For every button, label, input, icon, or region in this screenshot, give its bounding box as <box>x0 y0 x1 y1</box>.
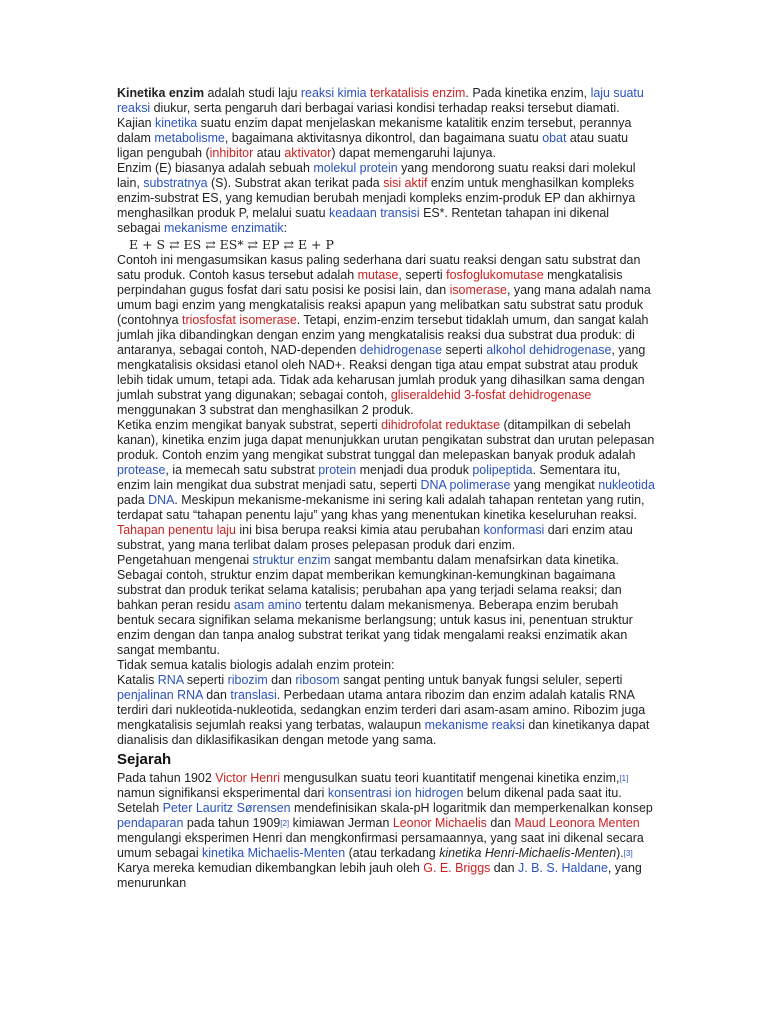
article-link[interactable]: mekanisme enzimatik <box>164 221 284 235</box>
text-run: ini bisa berupa reaksi kimia atau perubahan <box>235 523 484 537</box>
text-run: . Tetapi, enzim-enzim tersebut tidaklah umum, dan sangat kalah jumlah jika dibandingkan dengan enzim yang mengkatalisis reaksi dua substrat dua produk: di antaranya, sebagai contoh, NAD-dependen <box>117 313 649 357</box>
article-link[interactable]: obat <box>542 131 567 145</box>
text-run: , seperti <box>398 268 447 282</box>
article-link[interactable]: DNA <box>148 493 175 507</box>
missing-article-link[interactable]: triosfosfat isomerase <box>182 313 297 327</box>
citation-link[interactable]: [1] <box>619 774 629 783</box>
article-link[interactable]: RNA <box>157 673 184 687</box>
text-run: mengusulkan suatu teori kuantitatif mengenai kinetika enzim, <box>279 771 620 785</box>
text-run: sangat penting untuk banyak fungsi seluler, seperti <box>339 673 623 687</box>
article-link[interactable]: ribosom <box>295 673 340 687</box>
article-link[interactable]: penjalinan RNA <box>117 688 203 702</box>
missing-article-link[interactable]: sisi aktif <box>383 176 428 190</box>
article-link[interactable]: DNA polimerase <box>420 478 511 492</box>
citation-link[interactable]: [3] <box>623 849 633 858</box>
text-run: ). <box>616 846 624 860</box>
text-run: ES*. Rentetan tahapan ini dikenal sebagai <box>117 206 610 235</box>
missing-article-link[interactable]: G. E. Briggs <box>423 861 491 875</box>
paragraph <box>117 418 655 553</box>
article-link[interactable]: kinetika Michaelis-Menten <box>202 846 346 860</box>
article-link[interactable]: struktur enzim <box>252 553 331 567</box>
article-link[interactable]: laju suatu reaksi <box>117 86 644 115</box>
article-link[interactable]: Peter Lauritz Sørensen <box>162 801 291 815</box>
text-run: atau <box>253 146 285 160</box>
text-run: enzim untuk menghasilkan kompleks enzim-substrat ES, yang kemudian berubah menjadi kompleks enzim-produk EP dan akhirnya menghasilkan produk P, melalui suatu <box>117 176 636 220</box>
article-link[interactable]: metabolisme <box>154 131 225 145</box>
missing-article-link[interactable]: gliseraldehid 3-fosfat dehidrogenase <box>390 388 592 402</box>
missing-article-link[interactable]: Victor Henri <box>215 771 280 785</box>
article-link[interactable]: konformasi <box>483 523 545 537</box>
missing-article-link[interactable]: Tahapan penentu laju <box>117 523 236 537</box>
text-run: tertentu dalam mekanismenya. Beberapa enzim berubah bentuk secara signifikan selama mekanisme berlangsung; untuk kasus ini, penentuan struktur enzim dengan dan tanpa analog substrat terikat yang tidak mengalami reaksi enzimatik akan sangat membantu. <box>117 598 633 657</box>
reaction-equation: E + S ⇄ ES ⇄ ES* ⇄ EP ⇄ E + P <box>129 237 334 252</box>
text-run: namun signifikansi eksperimental dari <box>117 786 328 800</box>
missing-article-link[interactable]: mutase <box>357 268 399 282</box>
text-run: Tidak semua katalis biologis adalah enzim protein: <box>117 658 395 672</box>
missing-article-link[interactable]: Maud Leonora Menten <box>514 816 640 830</box>
text-run: atau suatu ligan pengubah ( <box>117 131 628 160</box>
missing-article-link[interactable]: terkatalisis enzim <box>370 86 466 100</box>
text-run: dan <box>202 688 231 702</box>
text-run: , yang mana adalah nama umum bagi enzim yang mengkatalisis reaksi apapun yang melibatkan satu substrat satu produk (contohnya <box>117 283 651 327</box>
text-run: . Meskipun mekanisme-mekanisme ini sering kali adalah tahapan rentetan yang rutin, terdapat satu “tahapan penentu laju” yang khas yang menentukan kinetika keseluruhan reaksi. <box>117 493 645 522</box>
text-run: Pengetahuan mengenai <box>117 553 253 567</box>
text-run: yang mendorong suatu reaksi dari molekul lain, <box>117 161 636 190</box>
text-run: pada tahun 1909 <box>183 816 281 830</box>
text-run: dan kinetikanya dapat dianalisis dan diklasifikasikan dengan metode yang sama. <box>117 718 650 747</box>
text-run: (ditampilkan di sebelah kanan), kinetika enzim juga dapat menunjukkan urutan pengikatan substrat dan urutan pelepasan produk. Contoh enzim yang mengikat substrat tunggal dan melepaskan banyak produk adalah <box>117 418 655 462</box>
text-run: Ketika enzim mengikat banyak substrat, seperti <box>117 418 382 432</box>
article-link[interactable]: konsentrasi ion hidrogen <box>327 786 464 800</box>
text-run: ) dapat memengaruhi lajunya. <box>331 146 496 160</box>
article-link[interactable]: mekanisme reaksi <box>424 718 525 732</box>
text-run: , yang menurunkan <box>117 861 642 890</box>
missing-article-link[interactable]: dihidrofolat reduktase <box>381 418 501 432</box>
italic-term: kinetika Henri-Michaelis-Menten <box>439 846 617 860</box>
text-run: . Pada kinetika enzim, <box>465 86 591 100</box>
paragraph <box>117 771 655 891</box>
text-run: belum dikenal pada saat itu. Setelah <box>117 786 622 815</box>
text-run: , bagaimana aktivitasnya dikontrol, dan bagaimana suatu <box>224 131 543 145</box>
paragraph <box>117 553 655 658</box>
paragraph <box>117 658 655 673</box>
article-link[interactable]: asam amino <box>233 598 302 612</box>
article-link[interactable]: dehidrogenase <box>359 343 442 357</box>
missing-article-link[interactable]: isomerase <box>449 283 507 297</box>
article-link[interactable]: keadaan transisi <box>329 206 420 220</box>
text-run: sangat membantu dalam menafsirkan data kinetika. Sebagai contoh, struktur enzim dapat memberikan kemungkinan-kemungkinan bagaimana substrat dan produk terikat selama katalisis; perubahan apa yang terjadi selama reaksi; dan bahkan peran residu <box>117 553 622 612</box>
text-run: yang mengikat <box>510 478 599 492</box>
article-link[interactable]: ribozim <box>227 673 268 687</box>
article-link[interactable]: alkohol dehidrogenase <box>486 343 612 357</box>
article-link[interactable]: translasi <box>230 688 277 702</box>
paragraph <box>117 86 655 161</box>
text-run: , ia memecah satu substrat <box>165 463 319 477</box>
missing-article-link[interactable]: Leonor Michaelis <box>392 816 487 830</box>
text-run: mengkatalisis perpindahan gugus fosfat dari satu posisi ke posisi lain, dan <box>117 268 623 297</box>
text-run: Contoh ini mengasumsikan kasus paling sederhana dari suatu reaksi dengan satu substrat dan satu produk. Contoh kasus tersebut adalah <box>117 253 641 282</box>
article-body <box>117 86 655 891</box>
text-run: pada <box>117 493 149 507</box>
text-run: , yang mengkatalisis oksidasi etanol oleh NAD+. Reaksi dengan tiga atau empat substrat atau produk lebih tidak umum, tetapi ada. Tidak ada keharusan jumlah produk yang dihasilkan sama dengan jumlah substrat yang digunakan; sebagai contoh, <box>117 343 646 402</box>
text-run: mendefinisikan skala-pH logaritmik dan memperkenalkan konsep <box>290 801 653 815</box>
text-run: (atau terkadang <box>345 846 440 860</box>
text-run: dan <box>267 673 296 687</box>
article-link[interactable]: pendaparan <box>117 816 184 830</box>
article-link[interactable]: protease <box>117 463 166 477</box>
missing-article-link[interactable]: fosfoglukomutase <box>446 268 544 282</box>
text-run: diukur, serta pengaruh dari berbagai variasi kondisi terhadap reaksi tersebut diamati. Kajian <box>117 101 620 130</box>
article-link[interactable]: reaksi kimia <box>300 86 367 100</box>
text-run: seperti <box>183 673 228 687</box>
text-run: (S). Substrat akan terikat pada <box>207 176 384 190</box>
text-run: dan <box>486 816 515 830</box>
article-link[interactable]: kinetika <box>155 116 198 130</box>
text-run: Enzim (E) biasanya adalah sebuah <box>117 161 314 175</box>
text-run: kimiawan Jerman <box>289 816 393 830</box>
text-run: Pada tahun 1902 <box>117 771 216 785</box>
text-run: dan <box>490 861 519 875</box>
missing-article-link[interactable]: inhibitor <box>209 146 254 160</box>
paragraph <box>117 253 655 418</box>
article-link[interactable]: nukleotida <box>598 478 655 492</box>
text-run: menggunakan 3 substrat dan menghasilkan 2 produk. <box>117 403 414 417</box>
article-link[interactable]: substratnya <box>143 176 208 190</box>
article-link[interactable]: molekul protein <box>313 161 398 175</box>
text-run: Katalis <box>117 673 158 687</box>
text-run: . Sementara itu, enzim lain mengikat dua substrat menjadi satu, seperti <box>117 463 621 492</box>
text-run: menjadi dua produk <box>356 463 473 477</box>
missing-article-link[interactable]: aktivator <box>284 146 332 160</box>
text-run: adalah studi laju <box>204 86 301 100</box>
article-link[interactable]: protein <box>318 463 357 477</box>
text-run: dari enzim atau substrat, yang mana terlibat dalam proses pelepasan produk dari enzim. <box>117 523 633 552</box>
article-link[interactable]: J. B. S. Haldane <box>518 861 608 875</box>
paragraph <box>117 161 655 236</box>
text-run: suatu enzim dapat menjelaskan mekanisme katalitik enzim tersebut, perannya dalam <box>117 116 632 145</box>
bold-term: Kinetika enzim <box>117 86 205 100</box>
text-run: Karya mereka kemudian dikembangkan lebih jauh oleh <box>117 861 424 875</box>
text-run: seperti <box>442 343 487 357</box>
section-heading: Sejarah <box>117 751 172 768</box>
text-run: . Perbedaan utama antara ribozim dan enzim adalah katalis RNA terdiri dari nukleotida-nukleotida, sedangkan enzim terderi dari asam-asam amino. Ribozim juga mengkatalisis sejumlah reaksi yang terbatas, walaupun <box>117 688 646 732</box>
text-run: : <box>283 221 288 235</box>
paragraph <box>117 673 655 748</box>
text-run: mengulangi eksperimen Henri dan mengkonfirmasi persamaannya, yang saat ini dikenal secara umum sebagai <box>117 831 644 860</box>
citation-link[interactable]: [2] <box>280 819 290 828</box>
article-link[interactable]: polipeptida <box>472 463 533 477</box>
